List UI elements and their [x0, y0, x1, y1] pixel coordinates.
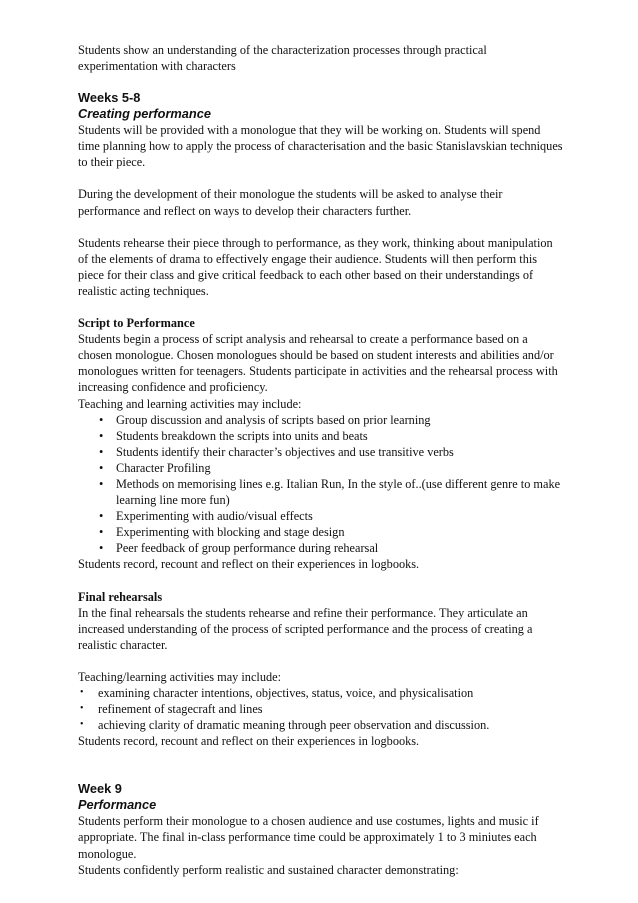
script-paragraph: Students begin a process of script analysis and rehearsal to create a performance based on a chosen monologue. Chosen monologues should be based on student interests and abilities and/or monologues written for teenagers. Students participate in activities and the rehearsal process with increasing confidence and proficiency. [78, 332, 558, 395]
bullet-icon: • [99, 525, 104, 540]
week-9-paragraph-2: Students confidently perform realistic and sustained character demonstrating: [78, 862, 459, 877]
list-item: • Character Profiling [99, 460, 211, 475]
final-activities-lead: Teaching/learning activities may include: [78, 669, 281, 684]
weeks-5-8-paragraph-1: Students will be provided with a monologue that they will be working on. Students will spend time planning how to apply the process of characterisation and the basic Stanislavskian techniques to their piece. [78, 123, 563, 170]
bullet-icon: • [99, 460, 104, 475]
final-rehearsals-heading: Final rehearsals [78, 589, 163, 604]
list-item: • refinement of stagecraft and lines [80, 702, 263, 717]
intro-paragraph: Students show an understanding of the characterization processes through practical experimentation with characters [78, 43, 487, 74]
script-activities-lead: Teaching and learning activities may include: [78, 396, 302, 411]
final-closing: Students record, recount and reflect on their experiences in logbooks. [78, 734, 420, 749]
list-item: • Students identify their character’s objectives and use transitive verbs [99, 444, 454, 459]
script-activities-list [78, 412, 564, 557]
bullet-icon: • [99, 541, 104, 556]
creating-performance-subheading: Creating performance [78, 106, 211, 122]
week-9-heading: Week 9 [78, 781, 122, 797]
list-item: • Students breakdown the scripts into units and beats [99, 428, 368, 443]
weeks-5-8-paragraph-3: Students rehearse their piece through to performance, as they work, thinking about manipulation of the elements of drama to effectively engage their audience. Students will then perform this piece for their class and give critical feedback to each other based on their understandings of realistic acting techniques. [78, 235, 553, 298]
script-to-performance-heading: Script to Performance [78, 316, 195, 331]
list-item: • Experimenting with blocking and stage design [99, 525, 345, 540]
week-9-paragraph-1: Students perform their monologue to a chosen audience and use costumes, lights and music if appropriate. The final in-class performance time could be approximately 1 to 3 miniutes each monologue. [78, 814, 539, 861]
bullet-icon: • [99, 444, 104, 459]
list-item: • achieving clarity of dramatic meaning through peer observation and discussion. [80, 718, 490, 733]
final-paragraph: In the final rehearsals the students rehearse and refine their performance. They articulate an increased understanding of the process of scripted performance and the process of creating a realistic character. [78, 605, 533, 652]
bullet-icon: • [80, 703, 84, 715]
performance-subheading: Performance [78, 797, 157, 813]
bullet-icon: • [80, 719, 84, 731]
weeks-5-8-heading: Weeks 5-8 [78, 90, 141, 106]
bullet-icon: • [99, 476, 104, 491]
list-item: • Experimenting with audio/visual effects [99, 509, 313, 524]
list-item: • Group discussion and analysis of scripts based on prior learning [99, 412, 431, 427]
script-closing: Students record, recount and reflect on their experiences in logbooks. [78, 557, 420, 572]
bullet-icon: • [99, 509, 104, 524]
list-item: • Methods on memorising lines e.g. Italian Run, In the style of..(use different genre to make learning line more fun) [99, 476, 561, 508]
bullet-icon: • [99, 428, 104, 443]
document-page [78, 42, 564, 878]
list-item: • examining character intentions, objectives, status, voice, and physicalisation [80, 686, 474, 700]
final-activities-list [78, 685, 564, 733]
weeks-5-8-paragraph-2: During the development of their monologue the students will be asked to analyse their performance and reflect on ways to develop their characters further. [78, 187, 503, 218]
bullet-icon: • [80, 687, 84, 698]
list-item: • Peer feedback of group performance during rehearsal [99, 541, 379, 556]
bullet-icon: • [99, 412, 104, 427]
